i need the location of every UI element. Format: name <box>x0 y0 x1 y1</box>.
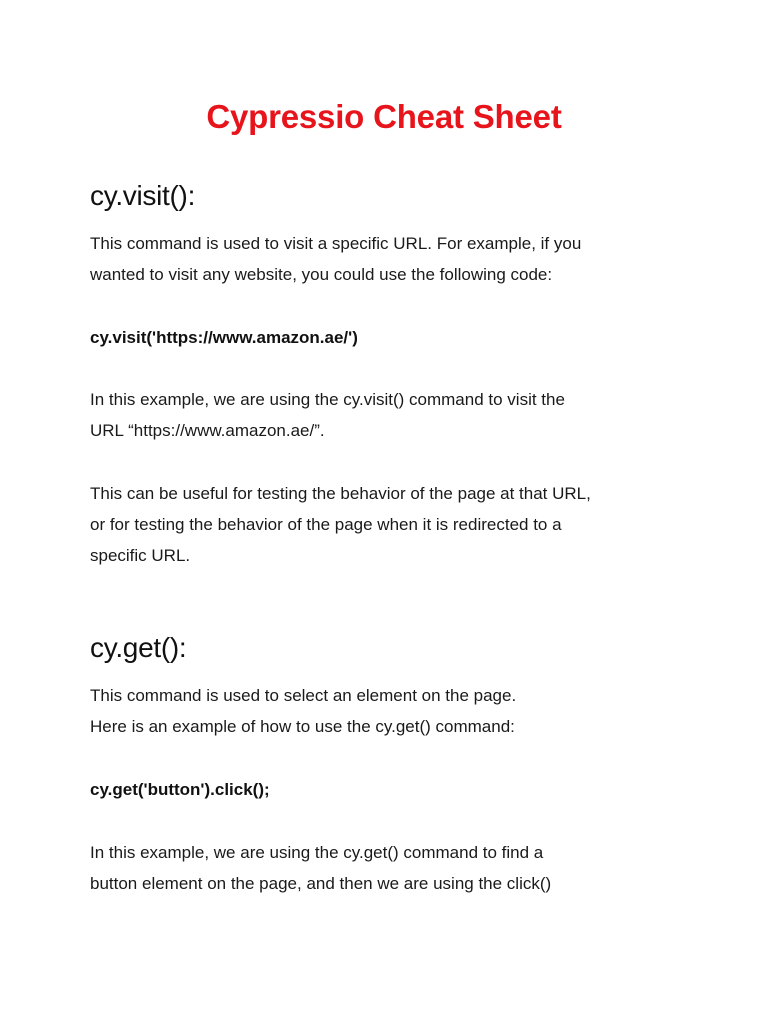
get-intro-line-1: This command is used to select an element on the page. <box>90 686 517 705</box>
visit-intro-line-1: This command is used to visit a specific URL. For example, if you <box>90 234 582 253</box>
get-explain-line-2: button element on the page, and then we are using the click() <box>90 874 552 893</box>
visit-explain-paragraph <box>90 384 690 446</box>
visit-intro-paragraph <box>90 228 690 290</box>
visit-note-line-3: specific URL. <box>90 546 191 565</box>
page-title: Cypressio Cheat Sheet <box>206 98 562 135</box>
section-heading-visit: cy.visit(): <box>90 180 196 211</box>
visit-explain-line-2: URL “https://www.amazon.ae/”. <box>90 421 325 440</box>
get-explain-line-1: In this example, we are using the cy.get() command to find a <box>90 843 544 862</box>
get-intro-line-2: Here is an example of how to use the cy.get() command: <box>90 717 515 736</box>
get-code-example: cy.get('button').click(); <box>90 780 270 799</box>
section-heading-get: cy.get(): <box>90 632 187 663</box>
visit-explain-line-1: In this example, we are using the cy.visit() command to visit the <box>90 390 565 409</box>
get-intro-paragraph <box>90 680 690 742</box>
visit-note-line-2: or for testing the behavior of the page when it is redirected to a <box>90 515 562 534</box>
visit-note-line-1: This can be useful for testing the behavior of the page at that URL, <box>90 484 591 503</box>
visit-intro-line-2: wanted to visit any website, you could use the following code: <box>90 265 553 284</box>
visit-code-example: cy.visit('https://www.amazon.ae/') <box>90 328 358 347</box>
get-explain-paragraph <box>90 837 690 899</box>
visit-note-paragraph <box>90 478 690 571</box>
